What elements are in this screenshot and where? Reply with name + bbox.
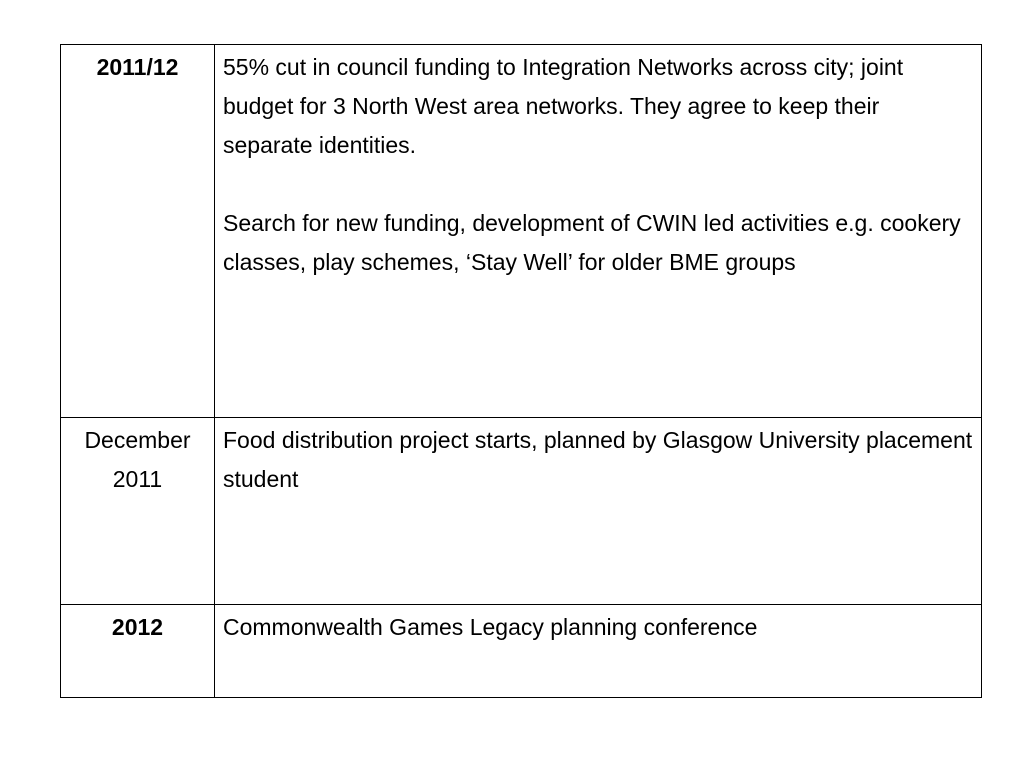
timeline-table — [60, 44, 982, 698]
description-paragraph: Search for new funding, development of CWIN led activities e.g. cookery classes, play schemes, ‘Stay Well’ for older BME groups — [223, 210, 961, 275]
table-row — [61, 45, 982, 418]
description-paragraph: 55% cut in council funding to Integration Networks across city; joint budget for 3 North West area networks. They agree to keep their separate identities. — [223, 54, 904, 158]
table-row — [61, 605, 982, 698]
table-row — [61, 418, 982, 605]
description-cell — [215, 45, 982, 418]
description-paragraph: Commonwealth Games Legacy planning conference — [223, 614, 758, 640]
date-cell: 2012 — [61, 605, 215, 698]
description-paragraph: Food distribution project starts, planned by Glasgow University placement student — [223, 427, 973, 492]
date-cell: December 2011 — [61, 418, 215, 605]
description-cell — [215, 418, 982, 605]
description-cell — [215, 605, 982, 698]
date-cell: 2011/12 — [61, 45, 215, 418]
